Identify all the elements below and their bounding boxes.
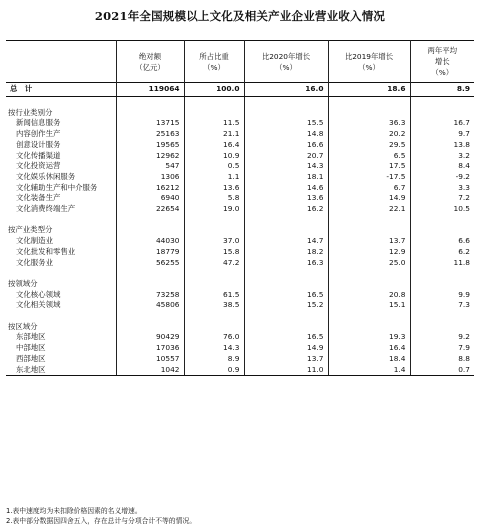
absolute-value: 90429 xyxy=(116,332,184,343)
growth-2020: 13.6 xyxy=(244,193,328,204)
share: 8.9 xyxy=(184,354,244,365)
spacer-cell xyxy=(184,97,244,108)
empty-cell xyxy=(410,225,474,236)
absolute-value: 56255 xyxy=(116,258,184,269)
growth-2019: 20.2 xyxy=(328,129,410,140)
two-year-avg: 3.2 xyxy=(410,151,474,162)
row-label: 内容创作生产 xyxy=(16,129,61,139)
growth-2020: 20.7 xyxy=(244,151,328,162)
two-year-avg: 0.7 xyxy=(410,365,474,376)
growth-2019: 20.8 xyxy=(328,290,410,301)
row-label: 东部地区 xyxy=(16,332,46,342)
spacer-cell xyxy=(410,97,474,108)
growth-2020: 11.0 xyxy=(244,365,328,376)
section-heading: 按行业类别分 xyxy=(8,107,53,117)
absolute-value: 44030 xyxy=(116,236,184,247)
share: 14.3 xyxy=(184,343,244,354)
growth-2019: 16.4 xyxy=(328,343,410,354)
growth-2019: 6.5 xyxy=(328,151,410,162)
spacer-cell xyxy=(244,311,328,322)
growth-2020: 16.6 xyxy=(244,140,328,151)
spacer-cell xyxy=(6,268,116,279)
table-row xyxy=(6,258,474,269)
share: 10.9 xyxy=(184,151,244,162)
growth-2019: 19.3 xyxy=(328,332,410,343)
spacer-cell xyxy=(116,97,184,108)
two-year-avg: 9.9 xyxy=(410,290,474,301)
header-row xyxy=(6,41,474,83)
empty-cell xyxy=(184,108,244,119)
row-label: 文化辅助生产和中介服务 xyxy=(16,182,98,192)
section-heading-row xyxy=(6,225,474,236)
two-year-avg: -9.2 xyxy=(410,172,474,183)
empty-cell xyxy=(410,279,474,290)
spacer-cell xyxy=(328,311,410,322)
row-label: 文化娱乐休闲服务 xyxy=(16,171,76,181)
row-label: 文化传播渠道 xyxy=(16,150,61,160)
two-year-avg: 8.8 xyxy=(410,354,474,365)
growth-2020: 16.3 xyxy=(244,258,328,269)
spacer-row xyxy=(6,311,474,322)
growth-2020: 14.8 xyxy=(244,129,328,140)
two-year-avg: 7.9 xyxy=(410,343,474,354)
two-year-avg: 9.7 xyxy=(410,129,474,140)
share: 0.5 xyxy=(184,161,244,172)
two-year-avg: 3.3 xyxy=(410,183,474,194)
growth-2019: 17.5 xyxy=(328,161,410,172)
table-row xyxy=(6,290,474,301)
table-row xyxy=(6,365,474,376)
empty-cell xyxy=(244,279,328,290)
growth-2019: 6.7 xyxy=(328,183,410,194)
header-share: 所占比重 （%） xyxy=(184,41,244,83)
row-label: 文化相关领域 xyxy=(16,300,61,310)
share: 16.4 xyxy=(184,140,244,151)
share: 21.1 xyxy=(184,129,244,140)
growth-2020: 18.2 xyxy=(244,247,328,258)
spacer-cell xyxy=(6,215,116,226)
empty-cell xyxy=(244,108,328,119)
empty-cell xyxy=(410,108,474,119)
table-row xyxy=(6,204,474,215)
spacer-row xyxy=(6,268,474,279)
spacer-cell xyxy=(410,215,474,226)
two-year-avg: 16.7 xyxy=(410,118,474,129)
row-label: 文化装备生产 xyxy=(16,193,61,203)
table-row xyxy=(6,343,474,354)
row-label: 东北地区 xyxy=(6,365,116,376)
empty-cell xyxy=(328,108,410,119)
table-row xyxy=(6,161,474,172)
table-row xyxy=(6,183,474,194)
growth-2019: 25.0 xyxy=(328,258,410,269)
growth-2020: 16.5 xyxy=(244,290,328,301)
share: 13.6 xyxy=(184,183,244,194)
share: 11.5 xyxy=(184,118,244,129)
growth-2019: 29.5 xyxy=(328,140,410,151)
two-year-avg: 9.2 xyxy=(410,332,474,343)
absolute-value: 45806 xyxy=(116,300,184,311)
two-year-avg: 7.3 xyxy=(410,300,474,311)
share: 0.9 xyxy=(184,365,244,376)
growth-2019: -17.5 xyxy=(328,172,410,183)
share: 47.2 xyxy=(184,258,244,269)
empty-cell xyxy=(116,108,184,119)
growth-2019: 13.7 xyxy=(328,236,410,247)
spacer-cell xyxy=(6,311,116,322)
absolute-value: 13715 xyxy=(116,118,184,129)
two-year-avg: 11.8 xyxy=(410,258,474,269)
growth-2020: 15.5 xyxy=(244,118,328,129)
absolute-value: 12962 xyxy=(116,151,184,162)
total-row xyxy=(6,83,474,97)
spacer-cell xyxy=(244,215,328,226)
table-row xyxy=(6,332,474,343)
table-row xyxy=(6,151,474,162)
absolute-value: 18779 xyxy=(116,247,184,258)
row-label: 创意设计服务 xyxy=(16,139,61,149)
spacer-cell xyxy=(244,268,328,279)
spacer-cell xyxy=(410,311,474,322)
spacer-cell xyxy=(116,311,184,322)
row-label: 西部地区 xyxy=(16,353,46,363)
total-share: 100.0 xyxy=(184,83,244,97)
section-heading: 按区域分 xyxy=(8,321,38,331)
absolute-value: 22654 xyxy=(116,204,184,215)
table-row xyxy=(6,247,474,258)
growth-2020: 16.2 xyxy=(244,204,328,215)
section-heading-row xyxy=(6,322,474,333)
empty-cell xyxy=(116,279,184,290)
absolute-value: 73258 xyxy=(116,290,184,301)
spacer-cell xyxy=(184,268,244,279)
spacer-cell xyxy=(328,268,410,279)
spacer-cell xyxy=(328,97,410,108)
spacer-row xyxy=(6,97,474,108)
section-heading-row xyxy=(6,108,474,119)
empty-cell xyxy=(184,322,244,333)
spacer-row xyxy=(6,215,474,226)
row-label: 新闻信息服务 xyxy=(16,118,61,128)
empty-cell xyxy=(328,279,410,290)
total-growth-2020: 16.0 xyxy=(244,83,328,97)
header-two-year-avg: 两年平均 增长 （%） xyxy=(410,41,474,83)
row-label: 文化投资运营 xyxy=(16,161,61,171)
row-label: 中部地区 xyxy=(16,343,46,353)
growth-2020: 14.9 xyxy=(244,343,328,354)
row-label: 文化服务业 xyxy=(16,257,53,267)
footnote: 2.表中部分数据因四舍五入，存在总计与分项合计不等的情况。 xyxy=(6,517,196,525)
growth-2019: 22.1 xyxy=(328,204,410,215)
row-label: 文化制造业 xyxy=(16,236,53,246)
share: 15.8 xyxy=(184,247,244,258)
absolute-value: 25163 xyxy=(116,129,184,140)
share: 1.1 xyxy=(184,172,244,183)
table-title: 2021年全国规模以上文化及相关产业企业营业收入情况 xyxy=(94,9,386,23)
row-label: 文化核心领域 xyxy=(16,289,61,299)
growth-2019: 12.9 xyxy=(328,247,410,258)
empty-cell xyxy=(184,225,244,236)
empty-cell xyxy=(116,322,184,333)
share: 76.0 xyxy=(184,332,244,343)
table-body xyxy=(6,83,474,376)
total-growth-2019: 18.6 xyxy=(328,83,410,97)
share: 61.5 xyxy=(184,290,244,301)
growth-2020: 13.7 xyxy=(244,354,328,365)
growth-2020: 14.7 xyxy=(244,236,328,247)
empty-cell xyxy=(244,225,328,236)
spacer-cell xyxy=(410,268,474,279)
table-row xyxy=(6,172,474,183)
two-year-avg: 7.2 xyxy=(410,193,474,204)
spacer-cell xyxy=(116,268,184,279)
total-two-year-avg: 8.9 xyxy=(410,83,474,97)
table-row xyxy=(6,129,474,140)
absolute-value: 19565 xyxy=(116,140,184,151)
spacer-cell xyxy=(244,97,328,108)
growth-2020: 14.3 xyxy=(244,161,328,172)
section-heading: 按领域分 xyxy=(8,278,38,288)
footnotes xyxy=(6,506,196,526)
growth-2020: 14.6 xyxy=(244,183,328,194)
header-growth-2020: 比2020年增长 （%） xyxy=(244,41,328,83)
empty-cell xyxy=(410,322,474,333)
spacer-cell xyxy=(184,311,244,322)
growth-2019: 1.4 xyxy=(328,365,410,376)
empty-cell xyxy=(184,279,244,290)
share: 19.0 xyxy=(184,204,244,215)
row-label: 文化批发和零售业 xyxy=(16,246,76,256)
growth-2019: 18.4 xyxy=(328,354,410,365)
two-year-avg: 6.2 xyxy=(410,247,474,258)
absolute-value: 10557 xyxy=(116,354,184,365)
empty-cell xyxy=(116,225,184,236)
footnote: 1.表中速度均为未扣除价格因素的名义增速。 xyxy=(6,507,142,515)
share: 38.5 xyxy=(184,300,244,311)
section-heading: 按产业类型分 xyxy=(8,225,53,235)
empty-cell xyxy=(328,322,410,333)
table-row xyxy=(6,236,474,247)
growth-2020: 16.5 xyxy=(244,332,328,343)
growth-2019: 15.1 xyxy=(328,300,410,311)
table-row xyxy=(6,118,474,129)
growth-2019: 36.3 xyxy=(328,118,410,129)
share: 5.8 xyxy=(184,193,244,204)
table-row xyxy=(6,193,474,204)
growth-2019: 14.9 xyxy=(328,193,410,204)
growth-2020: 18.1 xyxy=(244,172,328,183)
growth-2020: 15.2 xyxy=(244,300,328,311)
spacer-cell xyxy=(116,215,184,226)
table-row xyxy=(6,354,474,365)
absolute-value: 17036 xyxy=(116,343,184,354)
absolute-value: 547 xyxy=(116,161,184,172)
absolute-value: 1306 xyxy=(116,172,184,183)
header-category xyxy=(6,41,116,83)
revenue-table xyxy=(6,40,474,376)
row-label: 文化消费终端生产 xyxy=(16,204,76,214)
absolute-value: 16212 xyxy=(116,183,184,194)
total-label: 总 计 xyxy=(6,83,116,97)
absolute-value: 1042 xyxy=(116,365,184,376)
spacer-cell xyxy=(184,215,244,226)
header-growth-2019: 比2019年增长 （%） xyxy=(328,41,410,83)
spacer-cell xyxy=(6,97,116,108)
share: 37.0 xyxy=(184,236,244,247)
header-absolute: 绝对额 （亿元） xyxy=(116,41,184,83)
total-absolute: 119064 xyxy=(116,83,184,97)
section-heading-row xyxy=(6,279,474,290)
two-year-avg: 6.6 xyxy=(410,236,474,247)
table-row xyxy=(6,300,474,311)
spacer-cell xyxy=(328,215,410,226)
empty-cell xyxy=(244,322,328,333)
two-year-avg: 10.5 xyxy=(410,204,474,215)
two-year-avg: 8.4 xyxy=(410,161,474,172)
table-row xyxy=(6,140,474,151)
two-year-avg: 13.8 xyxy=(410,140,474,151)
absolute-value: 6940 xyxy=(116,193,184,204)
empty-cell xyxy=(328,225,410,236)
